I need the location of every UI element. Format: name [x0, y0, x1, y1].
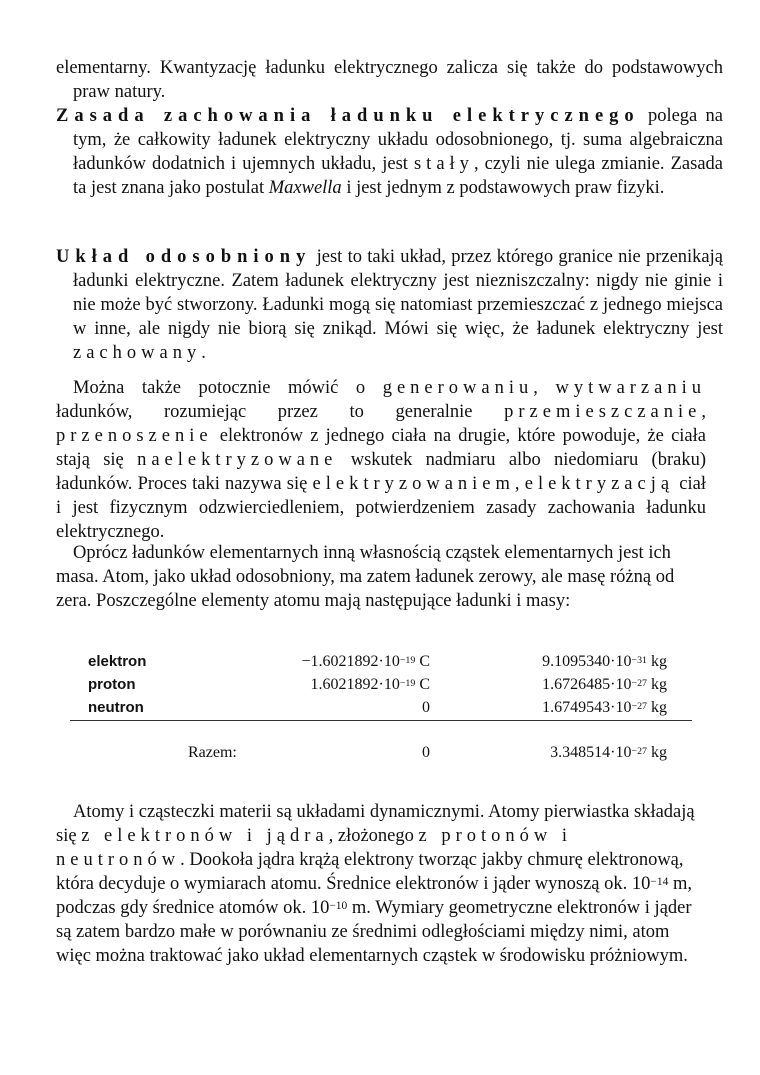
generation-text: , [514, 474, 525, 494]
charge-exponent: −19 [399, 654, 416, 666]
generation-emphasis: elektryzowaniem [312, 474, 515, 494]
particle-charge [301, 650, 430, 674]
particle-charge [311, 673, 431, 697]
particle-mass [542, 696, 667, 720]
conservation-law-text: i jest jednym z podstawowych praw fizyki. [341, 178, 665, 198]
intro-text: elementarny. Kwantyzację ładunku elektrycznego zalicza się także do podstawowych praw natury. [56, 58, 723, 102]
particle-mass [542, 650, 667, 674]
total-mass [550, 741, 667, 765]
atoms-emphasis: z protonów i neutronów [56, 826, 573, 870]
charge-base: 1.6021892·10 [310, 676, 400, 693]
particle-name: neutron [88, 699, 144, 716]
atoms-text: Atomy i cząsteczki materii są układami dynamicznymi. Atomy pierwiastka składają się [56, 802, 695, 846]
mass-unit: kg [647, 744, 667, 761]
charge-exponent: −19 [399, 677, 416, 689]
isolated-system-emphasis: zachowany [73, 343, 202, 363]
particle-mass [542, 673, 667, 697]
particles-table [70, 650, 692, 719]
charge-value: 0 [422, 699, 430, 716]
generation-emphasis: przemieszczanie [504, 402, 702, 422]
generation-emphasis: elektryzacją [524, 474, 675, 494]
conservation-law-text: polega na tym, że całkowity ładunek elektryczny układu odosobnionego, tj. suma algebraiczna ładunków dodatnich i ujemnych układu, jest [73, 106, 723, 174]
mass-unit: kg [647, 676, 667, 693]
particle-name: proton [88, 676, 136, 693]
table-row [70, 696, 692, 719]
intro-paragraph [56, 56, 723, 104]
conservation-law-paragraph [56, 104, 723, 200]
atoms-emphasis: z elektronów i jądra [81, 826, 329, 846]
mass-base: 1.6749543·10 [542, 699, 632, 716]
diameter-exponent: −14 [650, 876, 669, 888]
isolated-system-text: . [201, 343, 206, 363]
generation-text: Można także potocznie mówić o [73, 378, 383, 398]
generation-emphasis: naelektryzowane [137, 450, 338, 470]
table-total-row [70, 741, 692, 764]
mass-base: 1.6726485·10 [542, 676, 632, 693]
mass-exponent: −27 [631, 745, 647, 757]
generation-emphasis: wytwarzaniu [555, 378, 706, 398]
mass-text: Oprócz ładunków elementarnych inną własnością cząstek elementarnych jest ich masa. Atom, jako układ odosobniony, ma zatem ładunek zerowy, ale masę różną od zera. Poszczególne elementy atomu mają następujące ładunki i masy: [56, 543, 675, 611]
atoms-text: . Dookoła jądra krążą elektrony tworząc jakby chmurę elektronową, która decyduje o wymiarach atomu. Średnice elektronów i jąder wynoszą ok. 10 [56, 850, 684, 894]
table-row [70, 650, 692, 673]
table-row [70, 673, 692, 696]
charge-unit: C [415, 653, 430, 670]
generation-text: , [701, 402, 706, 422]
generation-text: ładunków, rozumiejąc przez to generalnie [56, 402, 505, 422]
generation-text: , [533, 378, 556, 398]
particle-name: elektron [88, 653, 147, 670]
generation-text: ciał i jest fizycznym odzwierciedleniem, potwierdzeniem zasady zachowania ładunku elektrycznego. [56, 474, 706, 542]
diameter-exponent: −10 [329, 900, 348, 912]
atoms-text: , złożonego [328, 826, 419, 846]
charge-base: −1.6021892·10 [301, 653, 400, 670]
conservation-law-emphasis: stały [413, 154, 474, 174]
mass-exponent: −27 [631, 677, 647, 689]
charge-unit: C [415, 676, 430, 693]
table-divider [70, 720, 692, 721]
generation-emphasis: przenoszenie [56, 426, 213, 446]
isolated-system-paragraph [56, 245, 723, 365]
mass-unit: kg [647, 699, 667, 716]
mass-unit: kg [647, 653, 667, 670]
mass-base: 3.348514·10 [550, 744, 632, 761]
mass-exponent: −27 [631, 700, 647, 712]
atoms-text: m, podczas gdy średnice atomów ok. 10 [56, 874, 692, 918]
isolated-system-text: jest to taki układ, przez którego granice nie przenikają ładunki elektryczne. Zatem ładunek elektryczny jest niezniszczalny: nigdy nie ginie i nie może być stworzony. Ładunki mogą się natomiast przemieszczać z jednego miejsca w inne, ale nigdy nie biorą się znikąd. Mówi się więc, że ładunek elektryczny jest [73, 247, 723, 339]
mass-exponent: −31 [631, 654, 647, 666]
generation-emphasis: generowaniu [382, 378, 534, 398]
conservation-law-term: Zasada zachowania ładunku elektrycznego [56, 106, 640, 126]
generation-text: wskutek nadmiaru albo niedomiaru (braku) ładunków. Proces taki nazywa się [56, 450, 707, 494]
total-label: Razem: [188, 744, 237, 761]
atoms-text: m. Wymiary geometryczne elektronów i jąder są zatem bardzo małe w porównaniu ze średnimi odległościami między nimi, atom więc można traktować jako układ elementarnych cząstek w środowisku próżniowym. [56, 898, 692, 966]
particle-charge [422, 696, 430, 720]
generation-paragraph [56, 376, 706, 544]
maxwell-name: Maxwella [268, 178, 342, 198]
mass-paragraph [56, 541, 706, 613]
total-charge: 0 [422, 744, 430, 761]
generation-text: elektronów z jednego ciała na drugie, które powoduje, że ciała stają się [56, 426, 706, 470]
isolated-system-term: Układ odosobniony [56, 247, 312, 267]
conservation-law-text: , czyli nie ulega zmianie. Zasada ta jest znana jako postulat [73, 154, 723, 198]
mass-base: 9.1095340·10 [542, 653, 632, 670]
atoms-paragraph [56, 800, 706, 968]
